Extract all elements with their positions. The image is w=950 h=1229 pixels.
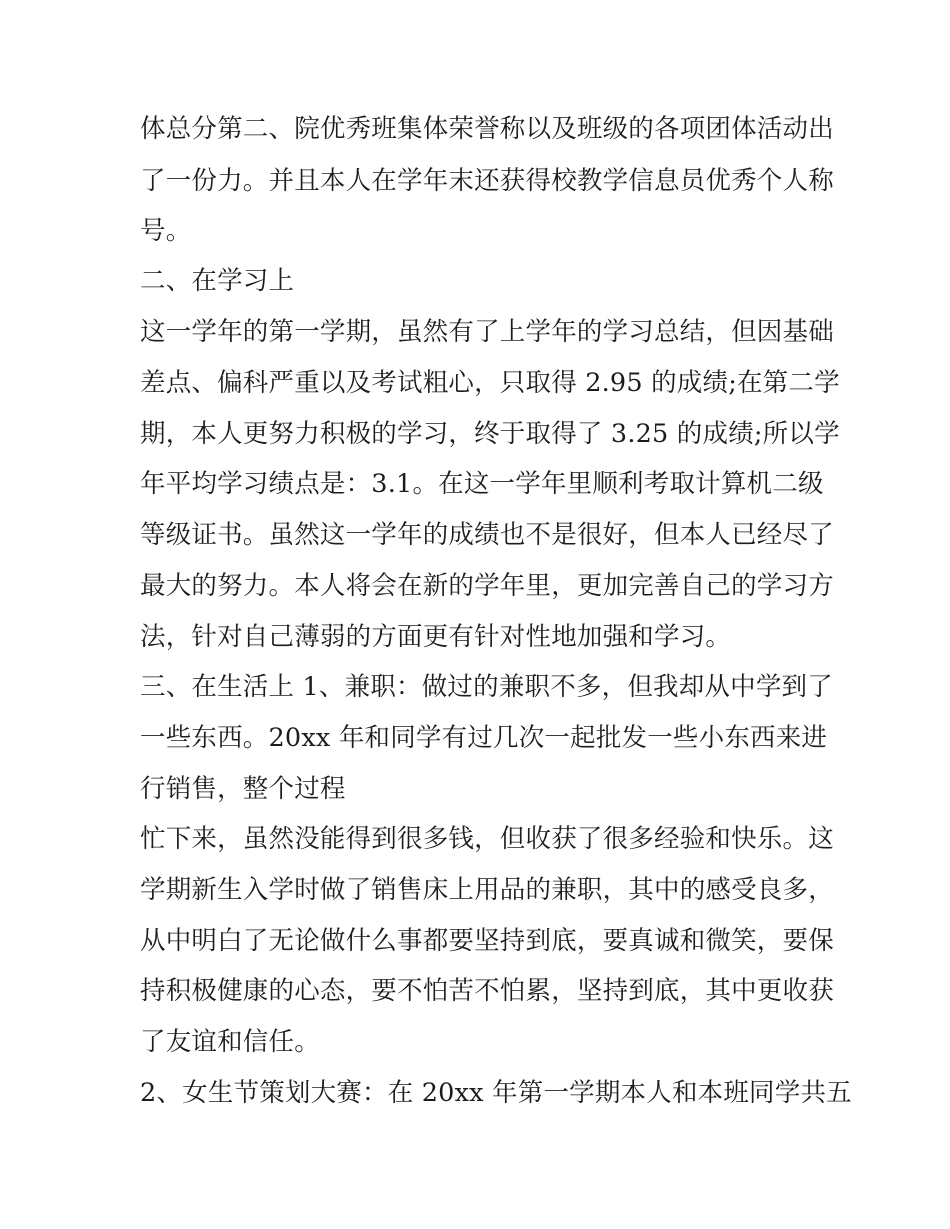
section-heading: 2、女生节策划大赛：在 20xx 年第一学期本人和本班同学共五 — [140, 1078, 852, 1108]
text-line: 行销售，整个过程 — [140, 774, 346, 804]
text-line: 一些东西。20xx 年和同学有过几次一起批发一些小东西来进 — [140, 723, 828, 753]
section-heading: 三、在生活上 1、兼职：做过的兼职不多，但我却从中学到了 — [140, 672, 833, 702]
text-line: 体总分第二、院优秀班集体荣誉称以及班级的各项团体活动出 — [140, 114, 834, 144]
text-line: 忙下来，虽然没能得到很多钱，但收获了很多经验和快乐。这 — [140, 824, 834, 854]
text-line: 学期新生入学时做了销售床上用品的兼职，其中的感受良多， — [140, 875, 834, 905]
text-line: 期，本人更努力积极的学习，终于取得了 3.25 的成绩;所以学 — [140, 419, 840, 449]
text-line: 等级证书。虽然这一学年的成绩也不是很好，但本人已经尽了 — [140, 520, 834, 550]
text-line: 了友谊和信任。 — [140, 1027, 320, 1057]
text-line: 号。 — [140, 216, 192, 246]
text-line: 法，针对自己薄弱的方面更有针对性地加强和学习。 — [140, 622, 732, 652]
text-line: 年平均学习绩点是：3.1。在这一学年里顺利考取计算机二级 — [140, 469, 824, 499]
text-line: 了一份力。并且本人在学年末还获得校教学信息员优秀个人称 — [140, 166, 834, 196]
text-line: 持积极健康的心态，要不怕苦不怕累，坚持到底，其中更收获 — [140, 976, 834, 1006]
text-line: 差点、偏科严重以及考试粗心，只取得 2.95 的成绩;在第二学 — [140, 368, 840, 398]
text-line: 最大的努力。本人将会在新的学年里，更加完善自己的学习方 — [140, 571, 834, 601]
text-line: 这一学年的第一学期，虽然有了上学年的学习总结，但因基础 — [140, 317, 834, 347]
text-line: 从中明白了无论做什么事都要坚持到底，要真诚和微笑，要保 — [140, 926, 834, 956]
section-heading: 二、在学习上 — [140, 266, 295, 296]
